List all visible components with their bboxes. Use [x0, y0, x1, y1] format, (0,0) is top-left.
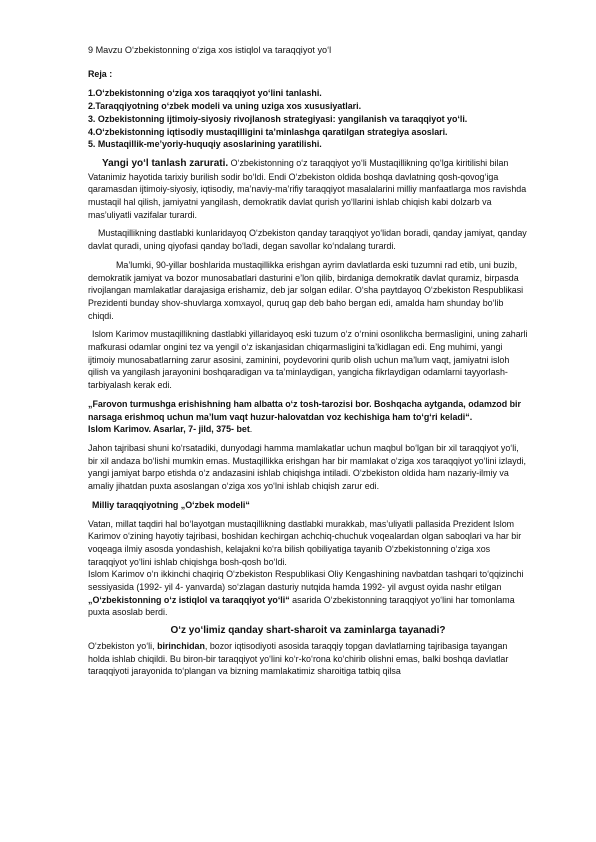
paragraph: Jahon tajribasi shuni ko‘rsatadiki, dunyodagi hamma mamlakatlar uchun maqbul bo‘lgan bir xil taraqqiyot yo‘li, bir xil andaza bo‘lishi mumkin emas. Mustaqillikka erishgan har bir mamlakat o‘ziga xos taraqqiyot yo‘lini izlaydi, yangi jamiyat barpo etishda o‘z andazasini ishlab chiqishga intiladi. O‘zbekiston oldida ham nazariy-ilmiy va amaliy jihatdan puxta asoslangan o‘ziga xos yo‘lni ishlab chiqish zarur edi. — [88, 442, 527, 492]
document-page — [88, 44, 528, 678]
plan-item: 5. Mustaqillik-me’yoriy-huquqiy asoslarining yaratilishi. — [88, 139, 322, 150]
quote: „Farovon turmushga erishishning ham albatta o‘z tosh-tarozisi bor. Boshqacha aytganda, odamzod bir narsaga erishmoq uchun ma’lum vaqt huzur-halovatdan voz kechishiga ham to‘g‘ri keladi“. — [88, 398, 521, 422]
book-title: „O‘zbekistonning o‘z istiqlol va taraqqiyot yo‘li“ — [88, 594, 290, 605]
paragraph-text: Islom Karimov o‘n ikkinchi chaqiriq O‘zbekiston Respublikasi Oliy Kengashining navbatdan tashqari to‘qqizinchi sessiyasida (1992- yil 4- yanvarda) so‘zlagan dasturiy nutqida hamda 1992- yil avgust oyida nashr etilgan — [88, 569, 524, 593]
paragraph-text: O‘zbekiston yo‘li, — [88, 640, 158, 651]
paragraph — [88, 157, 528, 222]
plan-item: 2.Taraqqiyotning o‘zbek modeli va uning uziga xos xususiyatlari. — [88, 101, 362, 112]
paragraph — [88, 640, 528, 678]
quote-source-end: . — [249, 424, 253, 435]
paragraph-text: O‘zbekistonning o‘z taraqqiyot yo‘li Mustaqillikning qo‘lga kiritilishi bilan Vatanimiz hayotida tarixiy burilish sodir bo‘ldi. Endi O‘zbekiston oldida boshqa davlatning qosh-qovog‘iga qaramasdan ijtimoiy-siyosiy, iqtisodiy, ma’naviy-ma’rifiy taraqqiyot masalalarini milliy manfaatlarga mos ravishda mustaqil hal qilish, jamiyatni yangilash, demokratik davlat qurish yo‘llarini ishlab chiqish kabi dolzarb va mas’uliyatli vazifalar turardi. — [88, 157, 527, 220]
section-heading: Yangi yo‘l tanlash zarurati. — [102, 157, 229, 169]
emphasis: birinchidan — [157, 640, 205, 651]
section-heading: Milliy taraqqiyotning „O‘zbek modeli“ — [92, 499, 250, 510]
quote-source: Islom Karimov. Asarlar, 7- jild, 375- bet — [88, 424, 250, 435]
plan-label: Reja : — [88, 68, 113, 79]
section-heading: O‘z yo‘limiz qanday shart-sharoit va zaminlarga tayanadi? — [170, 625, 446, 637]
paragraph-text: , bozor iqtisodiyoti asosida taraqqiy topgan davlatlarning tajribasiga tayangan holda ishlab chiqildi. Bu biron-bir taraqqiyot yo‘lini ko‘r-ko‘rona ko‘chirib olishni emas, balki boshqa davlatlar taraqqiyoti jarayonida to‘plangan va bizning mamlakatimiz sharoitiga tatbiq qilsa — [88, 640, 509, 677]
paragraph — [88, 568, 528, 619]
plan-item: 3. Ozbekistonning ijtimoiy-siyosiy rivojlanosh strategiyasi: yangilanish va taraqqiyot yo‘li. — [88, 113, 468, 124]
quote-source-line — [88, 423, 528, 436]
plan-item: 1.O‘zbekistonning o‘ziga xos taraqqiyot yo‘lini tanlashi. — [88, 88, 322, 99]
plan-item: 4.O‘zbekistonning iqtisodiy mustaqilligini ta’minlashga qaratilgan strategiya asoslari. — [88, 126, 448, 137]
plan-list — [88, 87, 528, 151]
paragraph: Vatan, millat taqdiri hal bo‘layotgan mustaqillikning dastlabki murakkab, mas’uliyatli pallasida Prezident Islom Karimov o‘zining hayotiy tajribasi, boshidan kechirgan achchiq-chuchuk voqealardan olgan saboqlari va har bir voqeaga ilmiy asosda yondashish, kelajakni ko‘ra bilish qobiliyatiga tayanib O‘zbekistonning o‘ziga xos taraqqiyot yo‘lini ishlab chiqishga bosh-qosh bo‘ldi. — [88, 518, 522, 567]
paragraph: Ma’lumki, 90-yillar boshlarida mustaqillikka erishgan ayrim davlatlarda eski tuzumni rad etib, uni buzib, demokratik jamiyat va bozor munosabatlari dasturini e’lon qilib, birdaniga demokratik davlat quramiz, birpasda rivojlangan mamlakatlar darajasiga erishamiz, deb jar solgan edilar. O‘sha paytdayoq O‘zbekiston Respublikasi Prezidenti bunday shov-shuvlarga xomxayol, quruq gap deb baho bergan edi, amalda ham shunday bo‘lib chiqdi. — [88, 259, 524, 321]
paragraph-text: asarida O‘zbekistonning taraqqiyot yo‘lini har tomonlama puxta asoslab berdi. — [88, 594, 515, 618]
paragraph: Mustaqillikning dastlabki kunlaridayoq O‘zbekiston qanday taraqqiyot yo‘lidan boradi, qanday jamiyat, qanday davlat quradi, uning qiyofasi qanday bo‘ladi, degan savollar ko‘ndalang turardi. — [88, 228, 527, 252]
document-title: 9 Mavzu O‘zbekistonning o‘ziga xos istiqlol va taraqqiyot yo‘l — [88, 45, 332, 55]
paragraph: Islom Karimov mustaqillikning dastlabki yillaridayoq eski tuzum o‘z o‘rnini osonlikcha bermasligini, uning zaharli mafkurasi odamlar ongini tez va yengil o‘z iskanjasidan chiqarmasligini ta’kidlagan edi. Eng muhimi, yangi ijtimoiy munosabatlarning zarur asosini, zaminini, poydevorini qurib olish uchun ma’lum vaqt, jamiyatni isloh qilish va yangilash jarayonini boshqaradigan va ta’minlaydigan, yangicha fikrlaydigan odamlarni tayyorlash-tarbiyalash kerak edi. — [88, 329, 528, 391]
